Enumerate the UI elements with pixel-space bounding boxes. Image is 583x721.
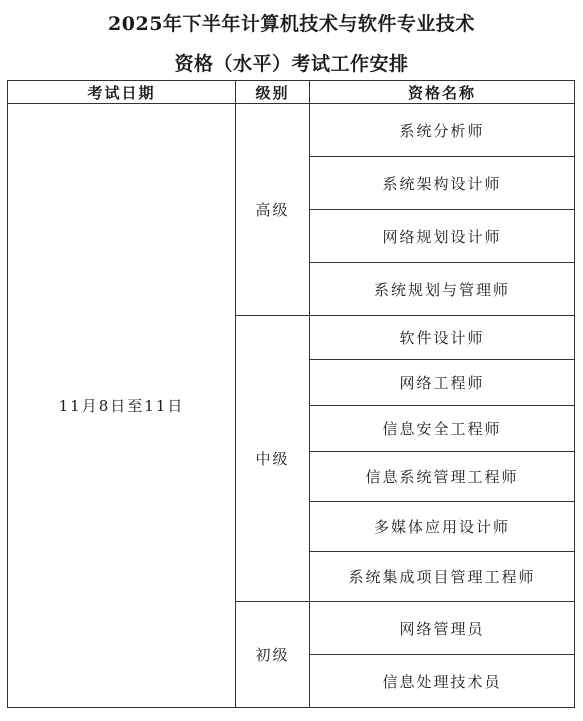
document-title-line-2: 资格（水平）考试工作安排: [174, 53, 409, 75]
header-exam-date: 考试日期: [8, 81, 236, 104]
qualification-cell: 信息安全工程师: [310, 406, 575, 452]
level-cell-senior: 高级: [236, 104, 310, 316]
qualification-cell: 网络管理员: [310, 602, 575, 655]
document-title-line-1: 2025年下半年计算机技术与软件专业技术: [108, 13, 475, 35]
table-row: [8, 104, 575, 157]
header-qualification-name: 资格名称: [310, 81, 575, 104]
qualification-cell: 系统规划与管理师: [310, 263, 575, 316]
level-cell-intermediate: 中级: [236, 316, 310, 602]
level-cell-junior: 初级: [236, 602, 310, 708]
qualification-cell: 系统集成项目管理工程师: [310, 552, 575, 602]
qualification-cell: 网络规划设计师: [310, 210, 575, 263]
exam-schedule-table: [7, 80, 575, 708]
qualification-cell: 信息处理技术员: [310, 655, 575, 708]
qualification-cell: 信息系统管理工程师: [310, 452, 575, 502]
qualification-cell: 系统分析师: [310, 104, 575, 157]
table-header-row: [8, 81, 575, 104]
header-level: 级别: [236, 81, 310, 104]
qualification-cell: 多媒体应用设计师: [310, 502, 575, 552]
exam-date-cell: 11月8日至11日: [8, 104, 236, 708]
qualification-cell: 系统架构设计师: [310, 157, 575, 210]
qualification-cell: 软件设计师: [310, 316, 575, 360]
qualification-cell: 网络工程师: [310, 360, 575, 406]
